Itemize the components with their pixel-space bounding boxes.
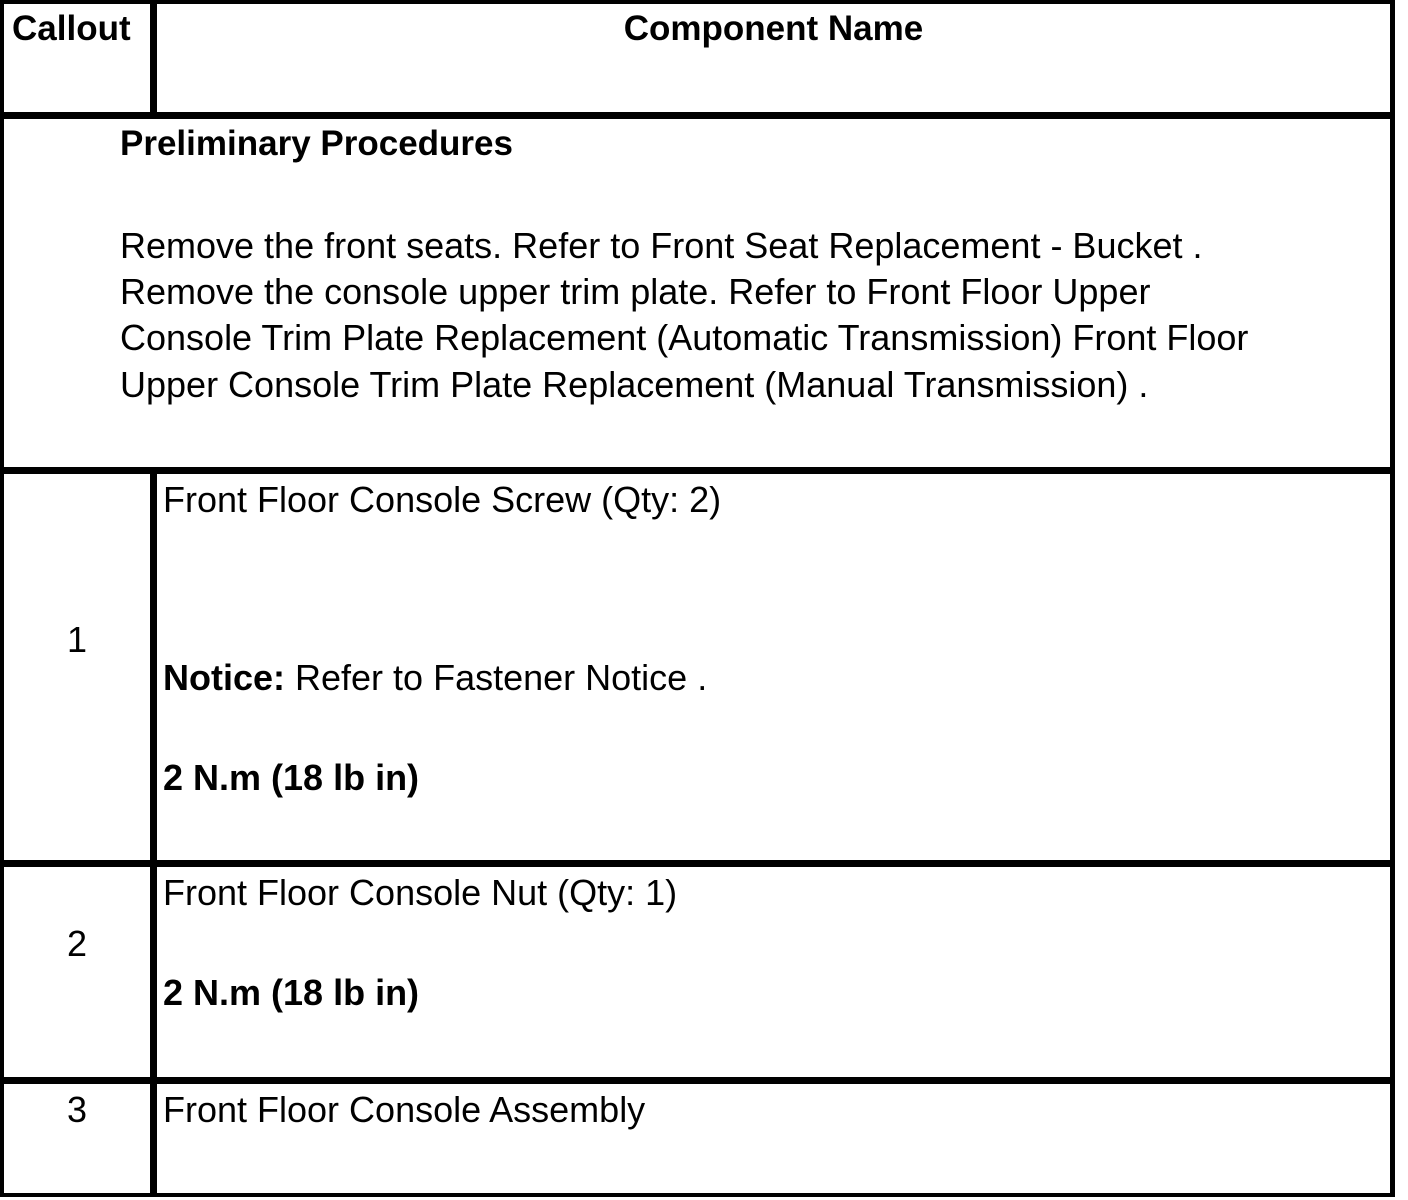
header-callout: Callout xyxy=(12,9,131,48)
table-border-right xyxy=(1390,0,1395,1197)
table-border-top xyxy=(0,0,1395,4)
component-name: Front Floor Console Screw (Qty: 2) xyxy=(163,479,722,520)
torque-spec: 2 N.m (18 lb in) xyxy=(163,757,420,798)
header-component-name: Component Name xyxy=(623,9,924,48)
header-column-divider xyxy=(150,0,157,116)
callout-number: 1 xyxy=(66,619,88,660)
notice-text xyxy=(163,657,708,698)
callout-number: 3 xyxy=(66,1089,88,1130)
callout-number: 2 xyxy=(66,923,88,964)
header-divider xyxy=(0,112,1395,119)
body-column-divider xyxy=(150,470,157,1197)
preliminary-title: Preliminary Procedures xyxy=(120,124,513,163)
preliminary-line: Remove the console upper trim plate. Refer to Front Floor Upper xyxy=(120,271,1151,312)
component-name: Front Floor Console Assembly xyxy=(163,1089,646,1130)
row1-divider xyxy=(0,860,1395,867)
table-border-left xyxy=(0,0,4,1197)
row2-divider xyxy=(0,1077,1395,1084)
preliminary-line: Console Trim Plate Replacement (Automatic Transmission) Front Floor xyxy=(120,317,1249,358)
preliminary-divider xyxy=(0,467,1395,474)
component-name: Front Floor Console Nut (Qty: 1) xyxy=(163,872,678,913)
notice-label: Notice: xyxy=(163,657,286,698)
preliminary-line: Upper Console Trim Plate Replacement (Manual Transmission) . xyxy=(120,364,1149,405)
torque-spec: 2 N.m (18 lb in) xyxy=(163,972,420,1013)
preliminary-line: Remove the front seats. Refer to Front Seat Replacement - Bucket . xyxy=(120,225,1203,266)
notice-message: Refer to Fastener Notice . xyxy=(285,657,708,698)
table-border-bottom xyxy=(0,1193,1395,1197)
